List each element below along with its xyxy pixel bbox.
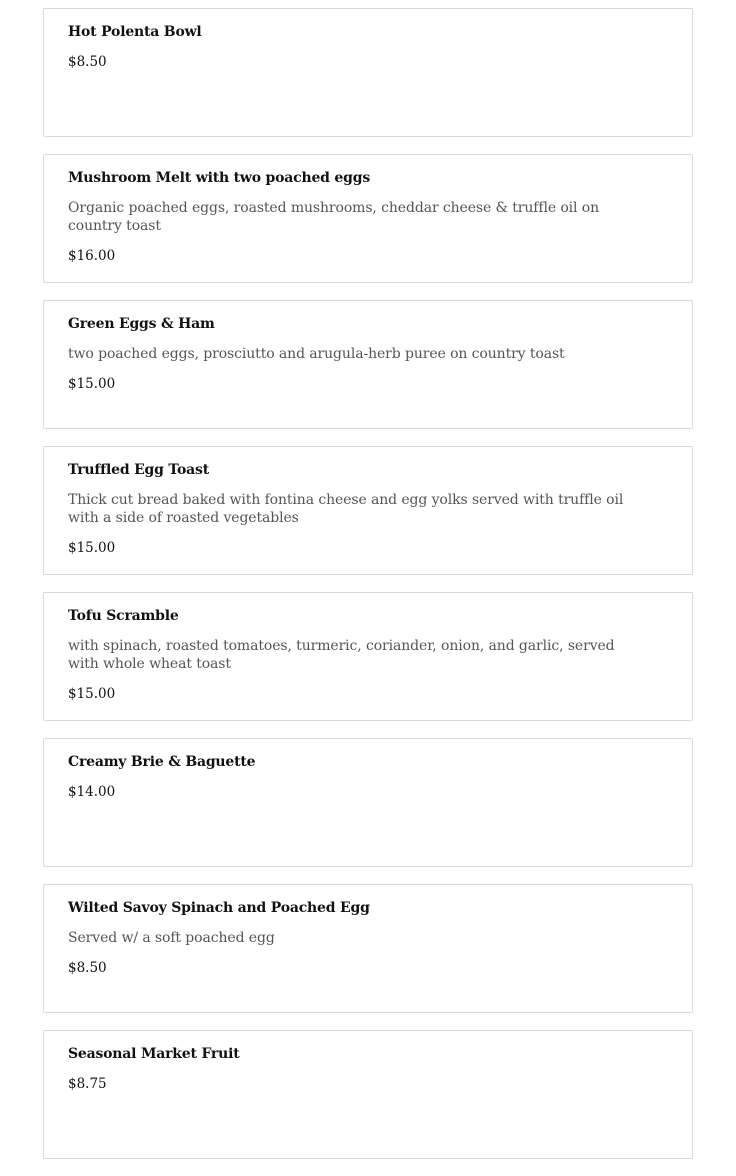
menu-item-name: Mushroom Melt with two poached eggs: [68, 170, 370, 186]
menu-item-card[interactable]: [43, 154, 693, 283]
menu-item-name: Green Eggs & Ham: [68, 316, 215, 332]
menu-item-price: $15.00: [68, 540, 116, 556]
menu-item-price: $15.00: [68, 376, 116, 392]
menu-item-card[interactable]: [43, 884, 693, 1013]
menu-item-price: $16.00: [68, 248, 116, 264]
menu-item-price: $8.75: [68, 1076, 107, 1092]
menu-item-price: $14.00: [68, 784, 116, 800]
menu-item-card[interactable]: [43, 738, 693, 867]
menu-item-name: Creamy Brie & Baguette: [68, 754, 256, 770]
menu-item-name: Seasonal Market Fruit: [68, 1046, 240, 1062]
menu-item-name: Wilted Savoy Spinach and Poached Egg: [68, 900, 370, 916]
menu-item-card[interactable]: [43, 446, 693, 575]
menu-item-name: Tofu Scramble: [68, 608, 179, 624]
menu-item-list: [43, 8, 693, 1176]
menu-item-price: $8.50: [68, 960, 107, 976]
menu-item-description: Thick cut bread baked with fontina cheese and egg yolks served with truffle oil with a side of roasted vegetables: [68, 492, 624, 526]
menu-item-card[interactable]: [43, 8, 693, 137]
menu-item-description: Organic poached eggs, roasted mushrooms, cheddar cheese & truffle oil on country toast: [68, 200, 600, 234]
menu-item-card[interactable]: [43, 1030, 693, 1159]
menu-item-name: Hot Polenta Bowl: [68, 24, 202, 40]
menu-item-description: two poached eggs, prosciutto and arugula-herb puree on country toast: [68, 346, 565, 362]
menu-item-description: with spinach, roasted tomatoes, turmeric, coriander, onion, and garlic, served with whole wheat toast: [68, 638, 615, 672]
menu-item-card[interactable]: [43, 300, 693, 429]
menu-item-card[interactable]: [43, 592, 693, 721]
menu-item-price: $15.00: [68, 686, 116, 702]
menu-item-name: Truffled Egg Toast: [68, 462, 209, 478]
menu-item-price: $8.50: [68, 54, 107, 70]
menu-item-description: Served w/ a soft poached egg: [68, 930, 275, 946]
